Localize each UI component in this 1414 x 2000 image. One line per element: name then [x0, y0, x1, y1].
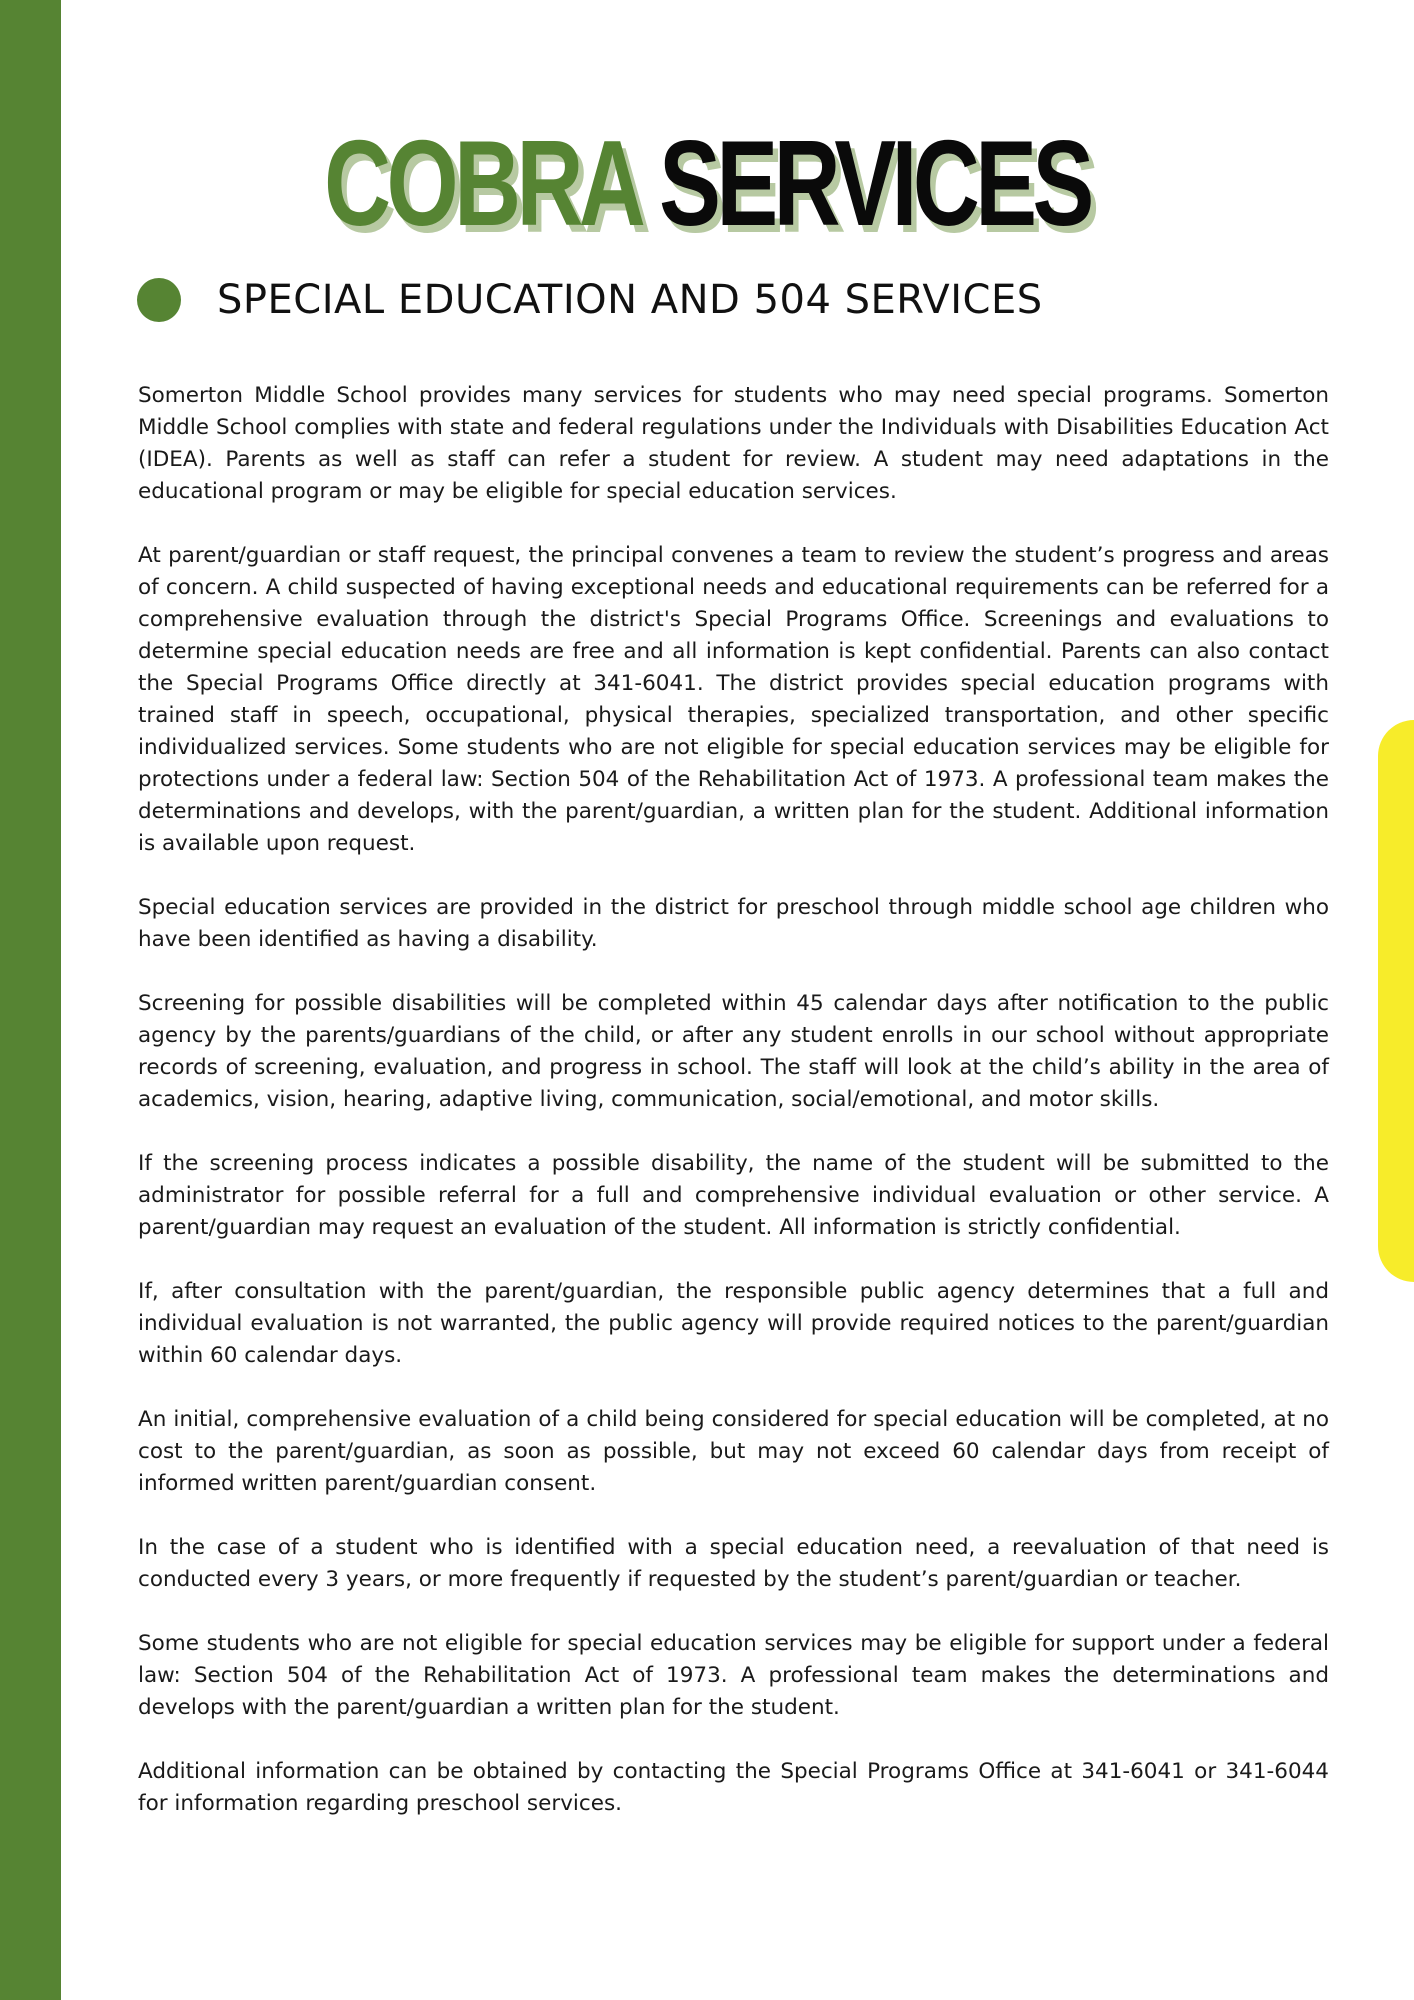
paragraph-screening: Screening for possible disabilities will be completed within 45 calendar days after notification to the public agency by the parents/guardians of the child, or after any student enrolls in our school without appropriate records of screening, evaluation, and progress in school. The staff will look at the child’s ability in the area of academics, vision, hearing, adaptive living, communication, social/emotional, and motor skills. — [138, 991, 1329, 1112]
paragraph-preschool-services: Special education services are provided in the district for preschool through middle school age children who have been identified as having a disability. — [138, 895, 1329, 952]
paragraph-contact-info: Additional information can be obtained by contacting the Special Programs Office at 341-6041 or 341-6044 for information regarding preschool services. — [138, 1759, 1329, 1816]
paragraph-screening-result: If the screening process indicates a possible disability, the name of the student will be submitted to the administrator for possible referral for a full and comprehensive individual evaluation or other service. A parent/guardian may request an evaluation of the student. All information is strictly confidential. — [138, 1151, 1329, 1240]
paragraph-intro: Somerton Middle School provides many services for students who may need special programs. Somerton Middle School complies with state and federal regulations under the Individuals with Disabilities Education Act (IDEA). Parents as well as staff can refer a student for review. A student may need adaptations in the educational program or may be eligible for special education services. — [138, 383, 1329, 504]
page-title-cobra: COBRA — [324, 115, 638, 251]
page-title — [170, 115, 1245, 251]
left-accent-bar — [0, 0, 61, 2000]
section-heading: SPECIAL EDUCATION AND 504 SERVICES — [217, 277, 1043, 323]
paragraph-reevaluation: In the case of a student who is identified with a special education need, a reevaluation of that need is conducted every 3 years, or more frequently if requested by the student’s parent/guardian or teacher. — [138, 1535, 1329, 1592]
bullet-circle-icon — [137, 278, 181, 322]
section-heading-row — [137, 272, 1043, 328]
right-accent-tab — [1378, 720, 1414, 1282]
page-title-services: SERVICES — [659, 115, 1090, 251]
paragraph-section-504: Some students who are not eligible for special education services may be eligible for support under a federal law: Section 504 of the Rehabilitation Act of 1973. A professional team makes the determinations and develops with the parent/guardian a written plan for the student. — [138, 1631, 1329, 1720]
paragraph-referral-process: At parent/guardian or staff request, the principal convenes a team to review the student’s progress and areas of concern. A child suspected of having exceptional needs and educational requirements can be referred for a comprehensive evaluation through the district's Special Programs Office. Screenings and evaluations to determine special education needs are free and all information is kept confidential. Parents can also contact the Special Programs Office directly at 341-6041. The district provides special education programs with trained staff in speech, occupational, physical therapies, specialized transportation, and other specific individualized services. Some students who are not eligible for special education services may be eligible for protections under a federal law: Section 504 of the Rehabilitation Act of 1973. A professional team makes the determinations and develops, with the parent/guardian, a written plan for the student. Additional information is available upon request. — [138, 543, 1329, 856]
paragraph-initial-evaluation: An initial, comprehensive evaluation of a child being considered for special education will be completed, at no cost to the parent/guardian, as soon as possible, but may not exceed 60 calendar days from receipt of informed written parent/guardian consent. — [138, 1407, 1329, 1496]
body-text — [138, 380, 1329, 1852]
paragraph-evaluation-not-warranted: If, after consultation with the parent/guardian, the responsible public agency determines that a full and individual evaluation is not warranted, the public agency will provide required notices to the parent/guardian within 60 calendar days. — [138, 1279, 1329, 1368]
